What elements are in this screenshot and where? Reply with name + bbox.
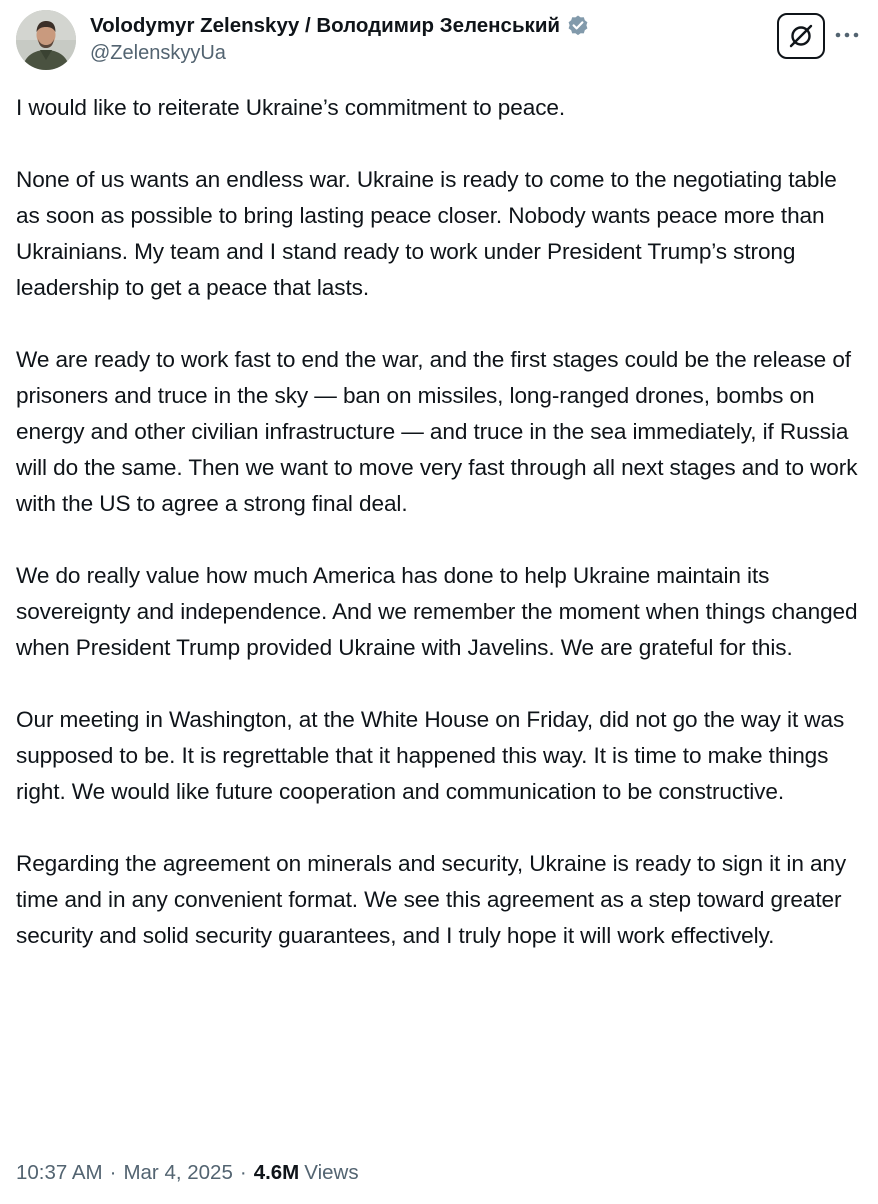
tweet-paragraph: None of us wants an endless war. Ukraine is ready to come to the negotiating table as soon as possible to bring lasting peace closer. Nobody wants peace more than Ukrainians. My team and I stand ready to work under President Trump’s strong leadership to get a peace that lasts. bbox=[16, 167, 837, 300]
avatar-photo-icon bbox=[16, 10, 76, 70]
tweet-paragraph: Regarding the agreement on minerals and security, Ukraine is ready to sign it in any time and in any convenient format. We see this agreement as a step toward greater security and solid security guarantees, and I truly hope it will work effectively. bbox=[16, 851, 847, 948]
display-name-row bbox=[90, 12, 590, 40]
tweet-paragraph: Our meeting in Washington, at the White House on Friday, did not go the way it was supposed to be. It is regrettable that it happened this way. It is time to make things right. We would like future cooperation and communication to be constructive. bbox=[16, 707, 845, 804]
tweet-meta bbox=[16, 1158, 359, 1188]
tweet-text bbox=[16, 90, 866, 954]
more-options-button[interactable] bbox=[832, 22, 862, 48]
verified-badge-icon[interactable] bbox=[566, 14, 590, 38]
author-handle[interactable]: @ZelenskyyUa bbox=[90, 42, 226, 64]
views-label: Views bbox=[304, 1161, 359, 1184]
meta-separator: · bbox=[239, 1161, 247, 1184]
tweet-paragraph: We do really value how much America has done to help Ukraine maintain its sovereignty and independence. And we remember the moment when things changed when President Trump provided Ukraine with Javelins. We are grateful for this. bbox=[16, 563, 858, 660]
display-name[interactable]: Volodymyr Zelenskyy / Володимир Зеленський bbox=[90, 14, 561, 37]
post-date[interactable]: Mar 4, 2025 bbox=[123, 1161, 233, 1184]
tweet-paragraph: We are ready to work fast to end the war, and the first stages could be the release of prisoners and truce in the sky — ban on missiles, long-ranged drones, bombs on energy and other civilian infrastructure — and truce in the sea immediately, if Russia will do the same. Then we want to move very fast through all next stages and to work with the US to agree a strong final deal. bbox=[16, 347, 858, 516]
views-count[interactable]: 4.6M bbox=[253, 1161, 300, 1184]
author-names bbox=[90, 12, 590, 65]
avatar[interactable] bbox=[16, 10, 76, 70]
grok-button[interactable] bbox=[777, 13, 825, 59]
meta-separator: · bbox=[109, 1161, 117, 1184]
tweet-paragraph: I would like to reiterate Ukraine’s commitment to peace. bbox=[16, 95, 566, 120]
more-options-icon bbox=[834, 31, 860, 39]
tweet-header bbox=[16, 10, 862, 72]
post-time[interactable]: 10:37 AM bbox=[16, 1161, 103, 1184]
grok-icon bbox=[787, 22, 815, 50]
